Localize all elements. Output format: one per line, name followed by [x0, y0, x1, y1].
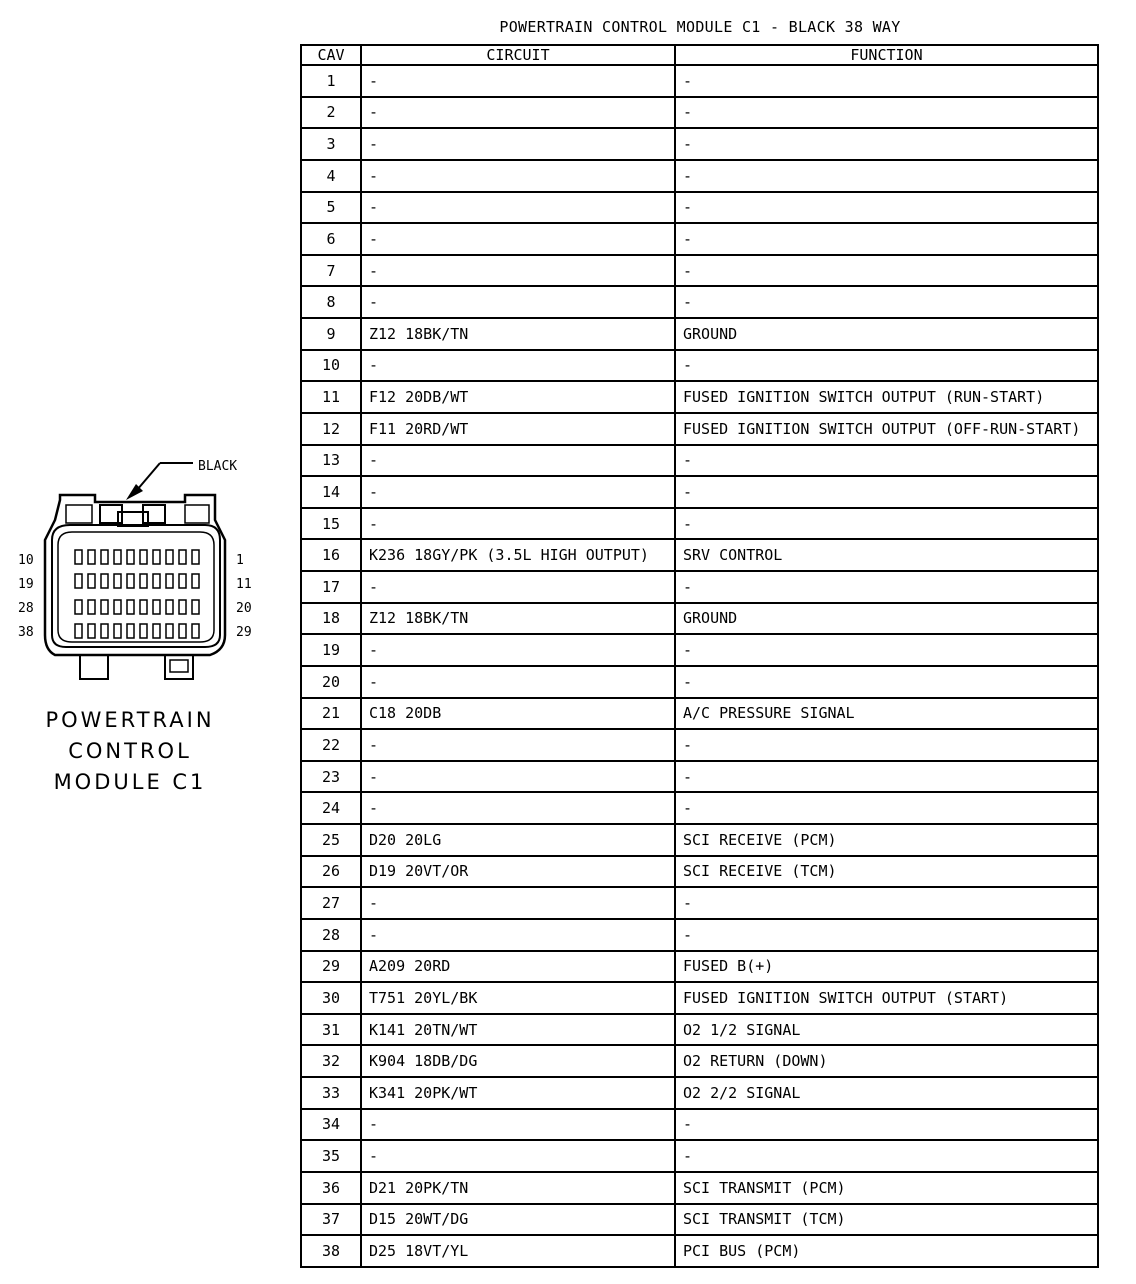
cav-cell: 34	[301, 1109, 361, 1141]
cav-cell: 18	[301, 603, 361, 635]
pin-label-left-1: 10	[18, 553, 34, 568]
function-cell: -	[675, 792, 1098, 824]
circuit-cell: -	[361, 571, 675, 603]
table-row	[301, 286, 1098, 318]
table-row	[301, 1109, 1098, 1141]
circuit-cell: -	[361, 666, 675, 698]
pin-label-right-1: 1	[236, 553, 244, 568]
table-row	[301, 666, 1098, 698]
table-row	[301, 1045, 1098, 1077]
table-row	[301, 445, 1098, 477]
table-row	[301, 792, 1098, 824]
function-cell: -	[675, 223, 1098, 255]
cav-cell: 30	[301, 982, 361, 1014]
function-cell: FUSED IGNITION SWITCH OUTPUT (START)	[675, 982, 1098, 1014]
header-cav: CAV	[301, 45, 361, 65]
cav-cell: 13	[301, 445, 361, 477]
circuit-cell: K141 20TN/WT	[361, 1014, 675, 1046]
cav-cell: 7	[301, 255, 361, 287]
circuit-cell: C18 20DB	[361, 698, 675, 730]
cav-cell: 31	[301, 1014, 361, 1046]
table-row	[301, 824, 1098, 856]
connector-label-line-2: CONTROL	[68, 739, 192, 763]
cav-cell: 4	[301, 160, 361, 192]
table-row	[301, 761, 1098, 793]
function-cell: FUSED B(+)	[675, 951, 1098, 983]
cav-cell: 9	[301, 318, 361, 350]
circuit-cell: -	[361, 286, 675, 318]
table-row	[301, 603, 1098, 635]
function-cell: O2 2/2 SIGNAL	[675, 1077, 1098, 1109]
circuit-cell: F12 20DB/WT	[361, 381, 675, 413]
function-cell: -	[675, 1109, 1098, 1141]
function-cell: -	[675, 350, 1098, 382]
circuit-cell: -	[361, 476, 675, 508]
function-cell: -	[675, 571, 1098, 603]
table-row	[301, 508, 1098, 540]
function-cell: -	[675, 887, 1098, 919]
cav-cell: 33	[301, 1077, 361, 1109]
cav-cell: 5	[301, 192, 361, 224]
circuit-cell: -	[361, 223, 675, 255]
cav-cell: 17	[301, 571, 361, 603]
cav-cell: 12	[301, 413, 361, 445]
function-cell: -	[675, 729, 1098, 761]
cav-cell: 32	[301, 1045, 361, 1077]
circuit-cell: D20 20LG	[361, 824, 675, 856]
circuit-cell: -	[361, 634, 675, 666]
pin-label-left-2: 19	[18, 577, 34, 592]
function-cell: SRV CONTROL	[675, 539, 1098, 571]
table-row	[301, 255, 1098, 287]
table-row	[301, 223, 1098, 255]
table-row	[301, 1140, 1098, 1172]
table-row	[301, 539, 1098, 571]
header-circuit: CIRCUIT	[361, 45, 675, 65]
circuit-cell: -	[361, 792, 675, 824]
function-cell: FUSED IGNITION SWITCH OUTPUT (RUN-START)	[675, 381, 1098, 413]
circuit-cell: -	[361, 192, 675, 224]
function-cell: -	[675, 761, 1098, 793]
function-cell: -	[675, 476, 1098, 508]
pin-label-right-3: 20	[236, 601, 252, 616]
table-row	[301, 350, 1098, 382]
circuit-cell: Z12 18BK/TN	[361, 318, 675, 350]
function-cell: -	[675, 1140, 1098, 1172]
function-cell: A/C PRESSURE SIGNAL	[675, 698, 1098, 730]
circuit-cell: -	[361, 445, 675, 477]
connector-color-label: BLACK	[198, 459, 238, 474]
cav-cell: 28	[301, 919, 361, 951]
table-row	[301, 919, 1098, 951]
cav-cell: 19	[301, 634, 361, 666]
circuit-cell: -	[361, 65, 675, 97]
cav-cell: 38	[301, 1235, 361, 1267]
table-row	[301, 698, 1098, 730]
table-row	[301, 856, 1098, 888]
function-cell: SCI TRANSMIT (TCM)	[675, 1204, 1098, 1236]
pin-label-left-4: 38	[18, 625, 34, 640]
table-row	[301, 729, 1098, 761]
function-cell: SCI TRANSMIT (PCM)	[675, 1172, 1098, 1204]
circuit-cell: D15 20WT/DG	[361, 1204, 675, 1236]
cav-cell: 29	[301, 951, 361, 983]
circuit-cell: -	[361, 887, 675, 919]
table-row	[301, 634, 1098, 666]
table-row	[301, 1204, 1098, 1236]
header-function: FUNCTION	[675, 45, 1098, 65]
table-row	[301, 476, 1098, 508]
table-row	[301, 1014, 1098, 1046]
cav-cell: 11	[301, 381, 361, 413]
table-row	[301, 128, 1098, 160]
connector-label	[30, 705, 230, 798]
circuit-cell: -	[361, 729, 675, 761]
cav-cell: 37	[301, 1204, 361, 1236]
cav-cell: 10	[301, 350, 361, 382]
function-cell: -	[675, 634, 1098, 666]
table-row	[301, 381, 1098, 413]
function-cell: -	[675, 255, 1098, 287]
function-cell: PCI BUS (PCM)	[675, 1235, 1098, 1267]
cav-cell: 1	[301, 65, 361, 97]
function-cell: GROUND	[675, 603, 1098, 635]
table-row	[301, 413, 1098, 445]
circuit-cell: D21 20PK/TN	[361, 1172, 675, 1204]
cav-cell: 36	[301, 1172, 361, 1204]
function-cell: O2 RETURN (DOWN)	[675, 1045, 1098, 1077]
cav-cell: 14	[301, 476, 361, 508]
function-cell: O2 1/2 SIGNAL	[675, 1014, 1098, 1046]
function-cell: -	[675, 160, 1098, 192]
cav-cell: 16	[301, 539, 361, 571]
function-cell: -	[675, 286, 1098, 318]
circuit-cell: K236 18GY/PK (3.5L HIGH OUTPUT)	[361, 539, 675, 571]
function-cell: -	[675, 445, 1098, 477]
function-cell: -	[675, 65, 1098, 97]
circuit-cell: D25 18VT/YL	[361, 1235, 675, 1267]
table-row	[301, 1172, 1098, 1204]
circuit-cell: -	[361, 128, 675, 160]
pinout-table	[300, 44, 1099, 1268]
pin-label-right-2: 11	[236, 577, 252, 592]
connector-label-line-3: MODULE C1	[53, 770, 207, 794]
table-row	[301, 160, 1098, 192]
table-row	[301, 192, 1098, 224]
connector-label-line-1: POWERTRAIN	[45, 708, 215, 732]
function-cell: SCI RECEIVE (TCM)	[675, 856, 1098, 888]
cav-cell: 3	[301, 128, 361, 160]
pin-label-left-3: 28	[18, 601, 34, 616]
table-row	[301, 951, 1098, 983]
function-cell: FUSED IGNITION SWITCH OUTPUT (OFF-RUN-START)	[675, 413, 1098, 445]
cav-cell: 35	[301, 1140, 361, 1172]
circuit-cell: -	[361, 508, 675, 540]
circuit-cell: -	[361, 97, 675, 129]
cav-cell: 21	[301, 698, 361, 730]
circuit-cell: K341 20PK/WT	[361, 1077, 675, 1109]
function-cell: -	[675, 128, 1098, 160]
table-row	[301, 887, 1098, 919]
circuit-cell: A209 20RD	[361, 951, 675, 983]
circuit-cell: -	[361, 160, 675, 192]
cav-cell: 6	[301, 223, 361, 255]
circuit-cell: K904 18DB/DG	[361, 1045, 675, 1077]
cav-cell: 27	[301, 887, 361, 919]
table-row	[301, 318, 1098, 350]
circuit-cell: -	[361, 919, 675, 951]
function-cell: -	[675, 666, 1098, 698]
circuit-cell: -	[361, 255, 675, 287]
table-row	[301, 1235, 1098, 1267]
function-cell: -	[675, 919, 1098, 951]
circuit-cell: D19 20VT/OR	[361, 856, 675, 888]
cav-cell: 22	[301, 729, 361, 761]
function-cell: -	[675, 97, 1098, 129]
pin-label-right-4: 29	[236, 625, 252, 640]
table-title: POWERTRAIN CONTROL MODULE C1 - BLACK 38 WAY	[499, 18, 901, 36]
cav-cell: 26	[301, 856, 361, 888]
circuit-cell: F11 20RD/WT	[361, 413, 675, 445]
cav-cell: 2	[301, 97, 361, 129]
table-row	[301, 982, 1098, 1014]
cav-cell: 8	[301, 286, 361, 318]
cav-cell: 24	[301, 792, 361, 824]
cav-cell: 23	[301, 761, 361, 793]
cav-cell: 20	[301, 666, 361, 698]
table-row	[301, 65, 1098, 97]
table-row	[301, 97, 1098, 129]
circuit-cell: -	[361, 1140, 675, 1172]
table-row	[301, 571, 1098, 603]
cav-cell: 25	[301, 824, 361, 856]
table-header-row	[301, 45, 1098, 65]
function-cell: -	[675, 508, 1098, 540]
circuit-cell: -	[361, 350, 675, 382]
circuit-cell: Z12 18BK/TN	[361, 603, 675, 635]
table-row	[301, 1077, 1098, 1109]
function-cell: SCI RECEIVE (PCM)	[675, 824, 1098, 856]
function-cell: -	[675, 192, 1098, 224]
circuit-cell: -	[361, 761, 675, 793]
circuit-cell: T751 20YL/BK	[361, 982, 675, 1014]
function-cell: GROUND	[675, 318, 1098, 350]
cav-cell: 15	[301, 508, 361, 540]
circuit-cell: -	[361, 1109, 675, 1141]
